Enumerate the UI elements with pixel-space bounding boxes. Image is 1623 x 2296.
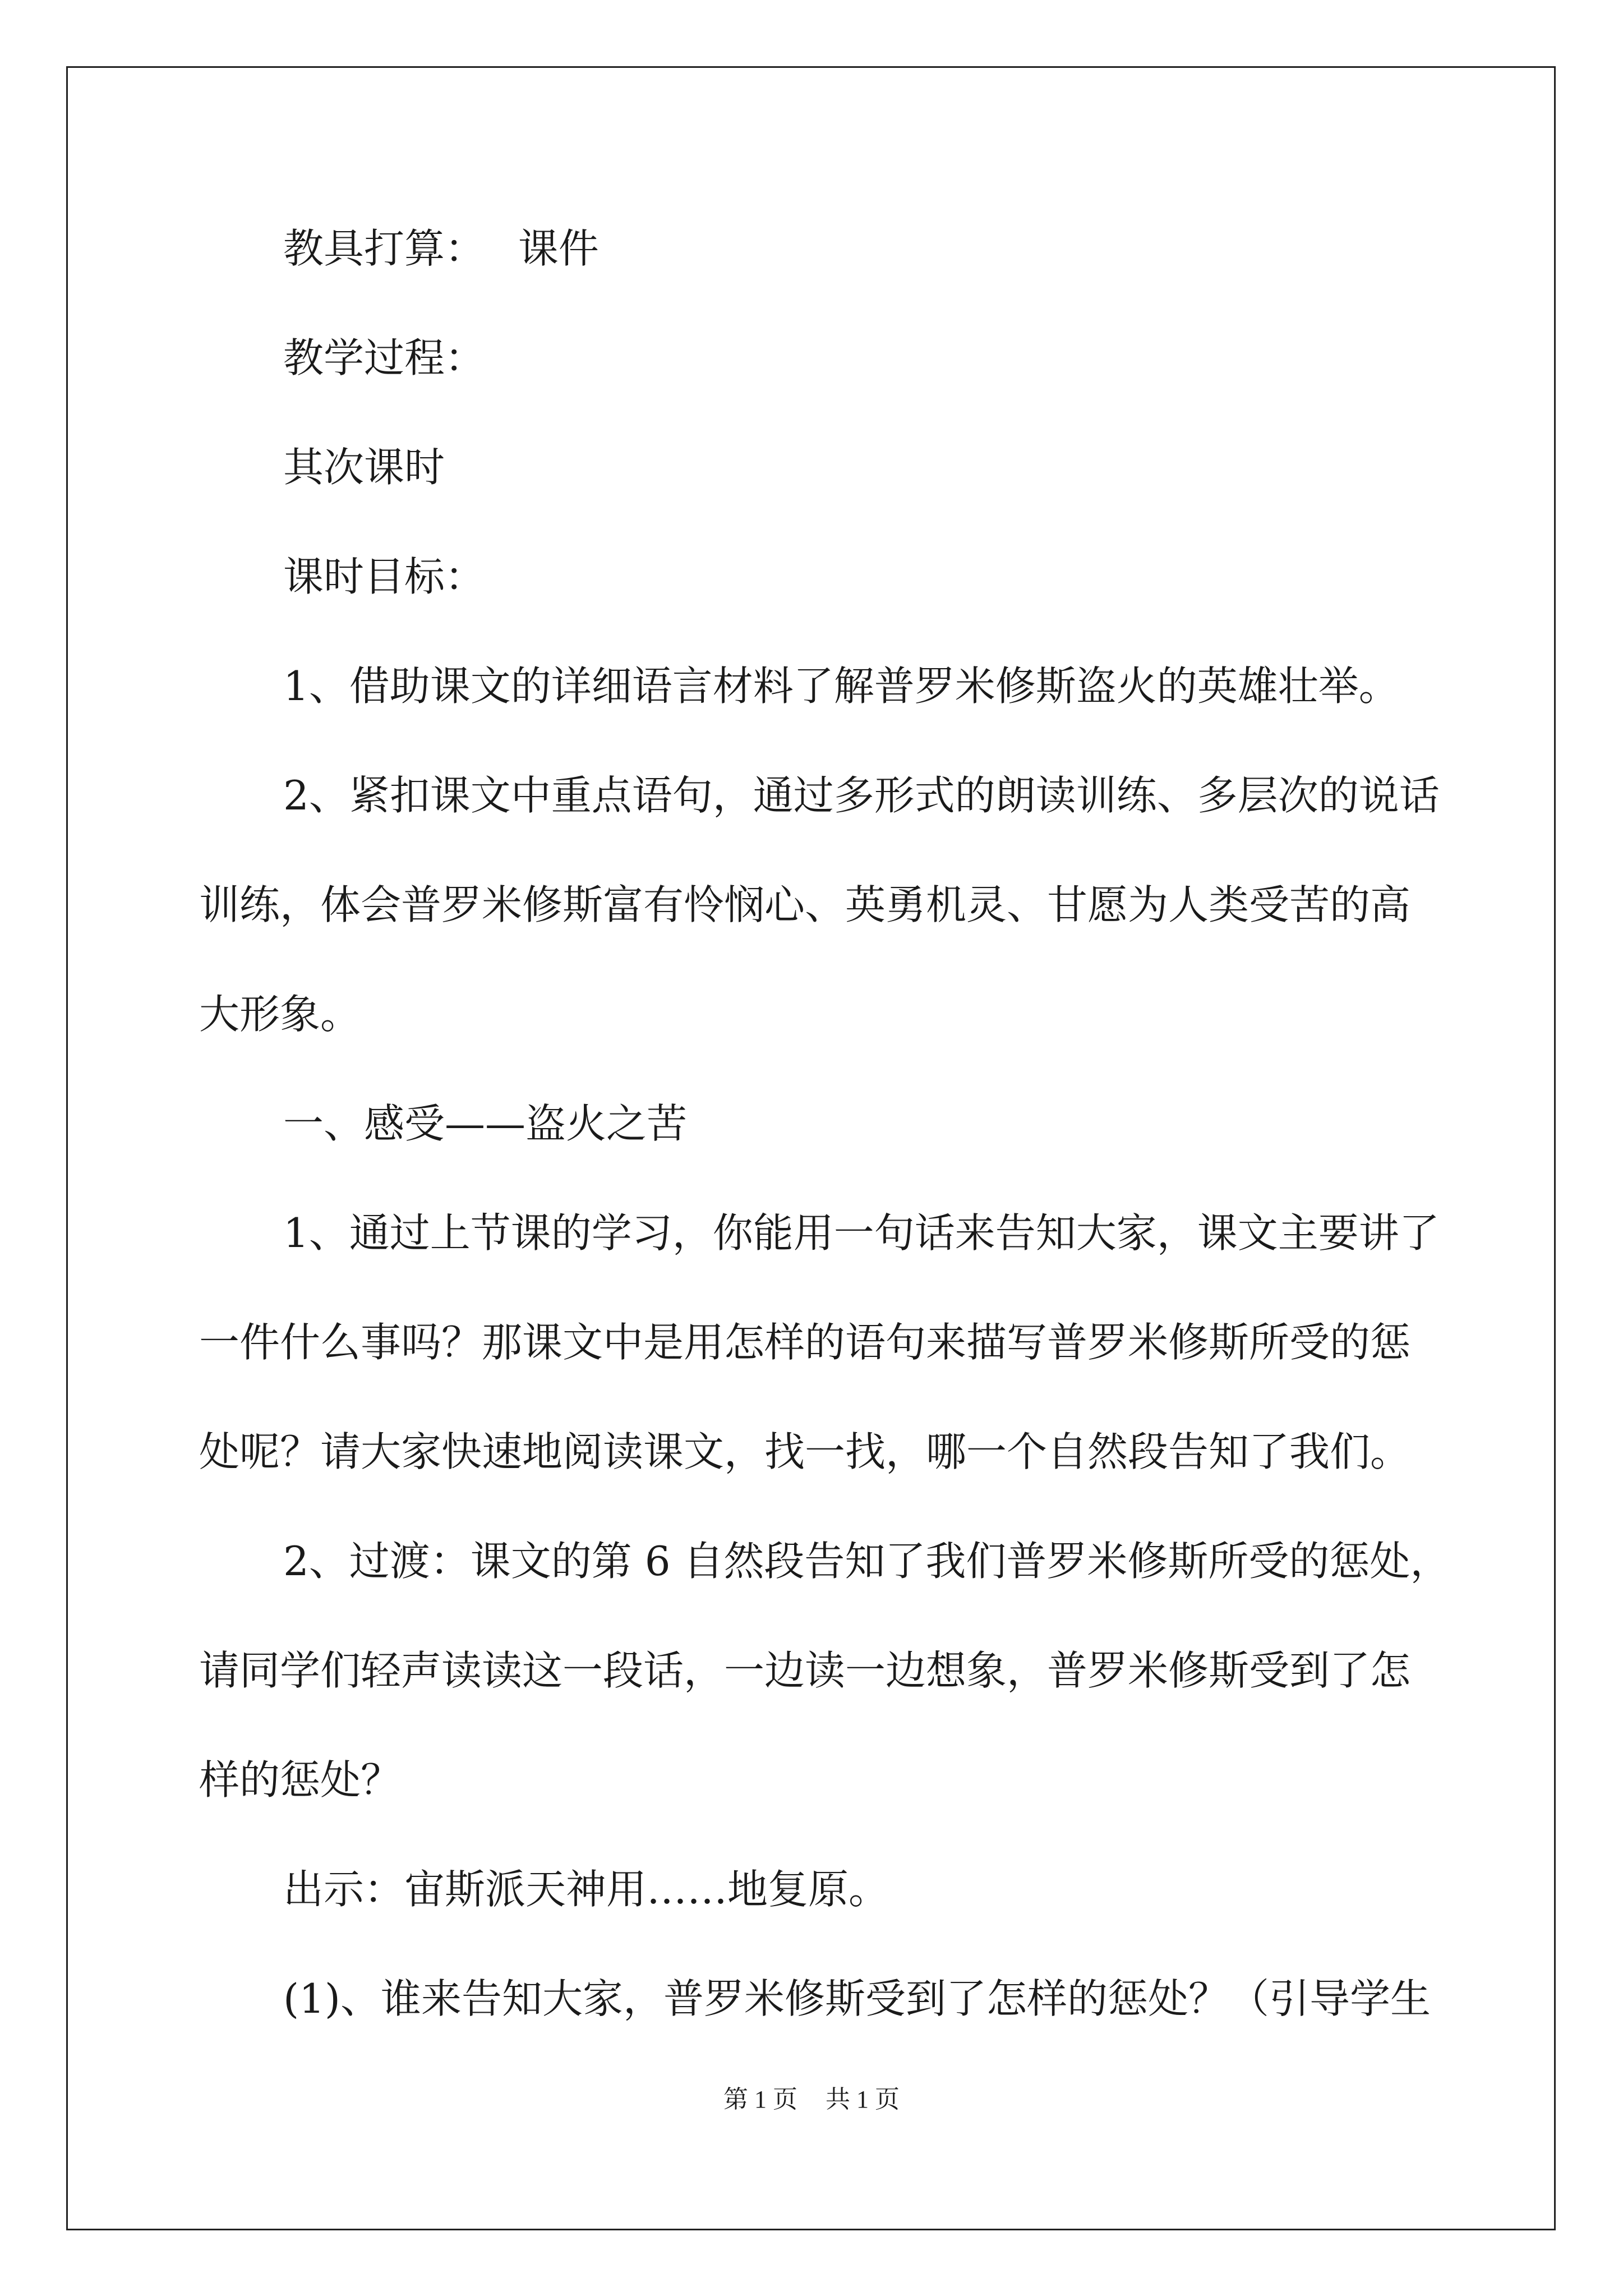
- paragraph-step-2-line-2: 请同学们轻声读读这一段话，一边读一边想象，普罗米修斯受到了怎: [199, 1647, 1411, 1694]
- paragraph-question-1: (1)、谁来告知大家，普罗米修斯受到了怎样的惩处？（引导学生: [283, 1975, 1431, 2022]
- paragraph-goal-2-line-3: 大形象。: [199, 991, 361, 1038]
- paragraph-goal-2-line-2: 训练，体会普罗米修斯富有怜悯心、英勇机灵、甘愿为人类受苦的高: [199, 881, 1411, 928]
- paragraph-second-lesson: 其次课时: [283, 444, 445, 491]
- paragraph-teaching-process: 教学过程：: [283, 334, 486, 381]
- paragraph-step-2-line-1: 2、过渡：课文的第 6 自然段告知了我们普罗米修斯所受的惩处，: [283, 1538, 1451, 1585]
- page-number: 第 1 页: [723, 2086, 797, 2113]
- section-heading-1: 一、感受——盗火之苦: [283, 1100, 688, 1147]
- paragraph-step-1-line-1: 1、通过上节课的学习，你能用一句话来告知大家，课文主要讲了: [283, 1209, 1440, 1257]
- paragraph-step-2-line-3: 样的惩处？: [199, 1756, 402, 1803]
- page-footer: [0, 2083, 1623, 2116]
- page-total: 共 1 页: [826, 2086, 900, 2113]
- paragraph-teaching-aids: 教具打算： 课件: [283, 225, 599, 272]
- paragraph-step-1-line-3: 处呢？请大家快速地阅读课文，找一找，哪一个自然段告知了我们。: [199, 1428, 1411, 1475]
- paragraph-lesson-goals: 课时目标：: [283, 553, 486, 600]
- paragraph-goal-2-line-1: 2、紧扣课文中重点语句，通过多形式的朗读训练、多层次的说话: [283, 772, 1440, 819]
- paragraph-goal-1: 1、借助课文的详细语言材料了解普罗米修斯盗火的英雄壮举。: [283, 662, 1399, 710]
- paragraph-display: 出示：宙斯派天神用……地复原。: [283, 1866, 889, 1913]
- paragraph-step-1-line-2: 一件什么事吗？那课文中是用怎样的语句来描写普罗米修斯所受的惩: [199, 1319, 1411, 1366]
